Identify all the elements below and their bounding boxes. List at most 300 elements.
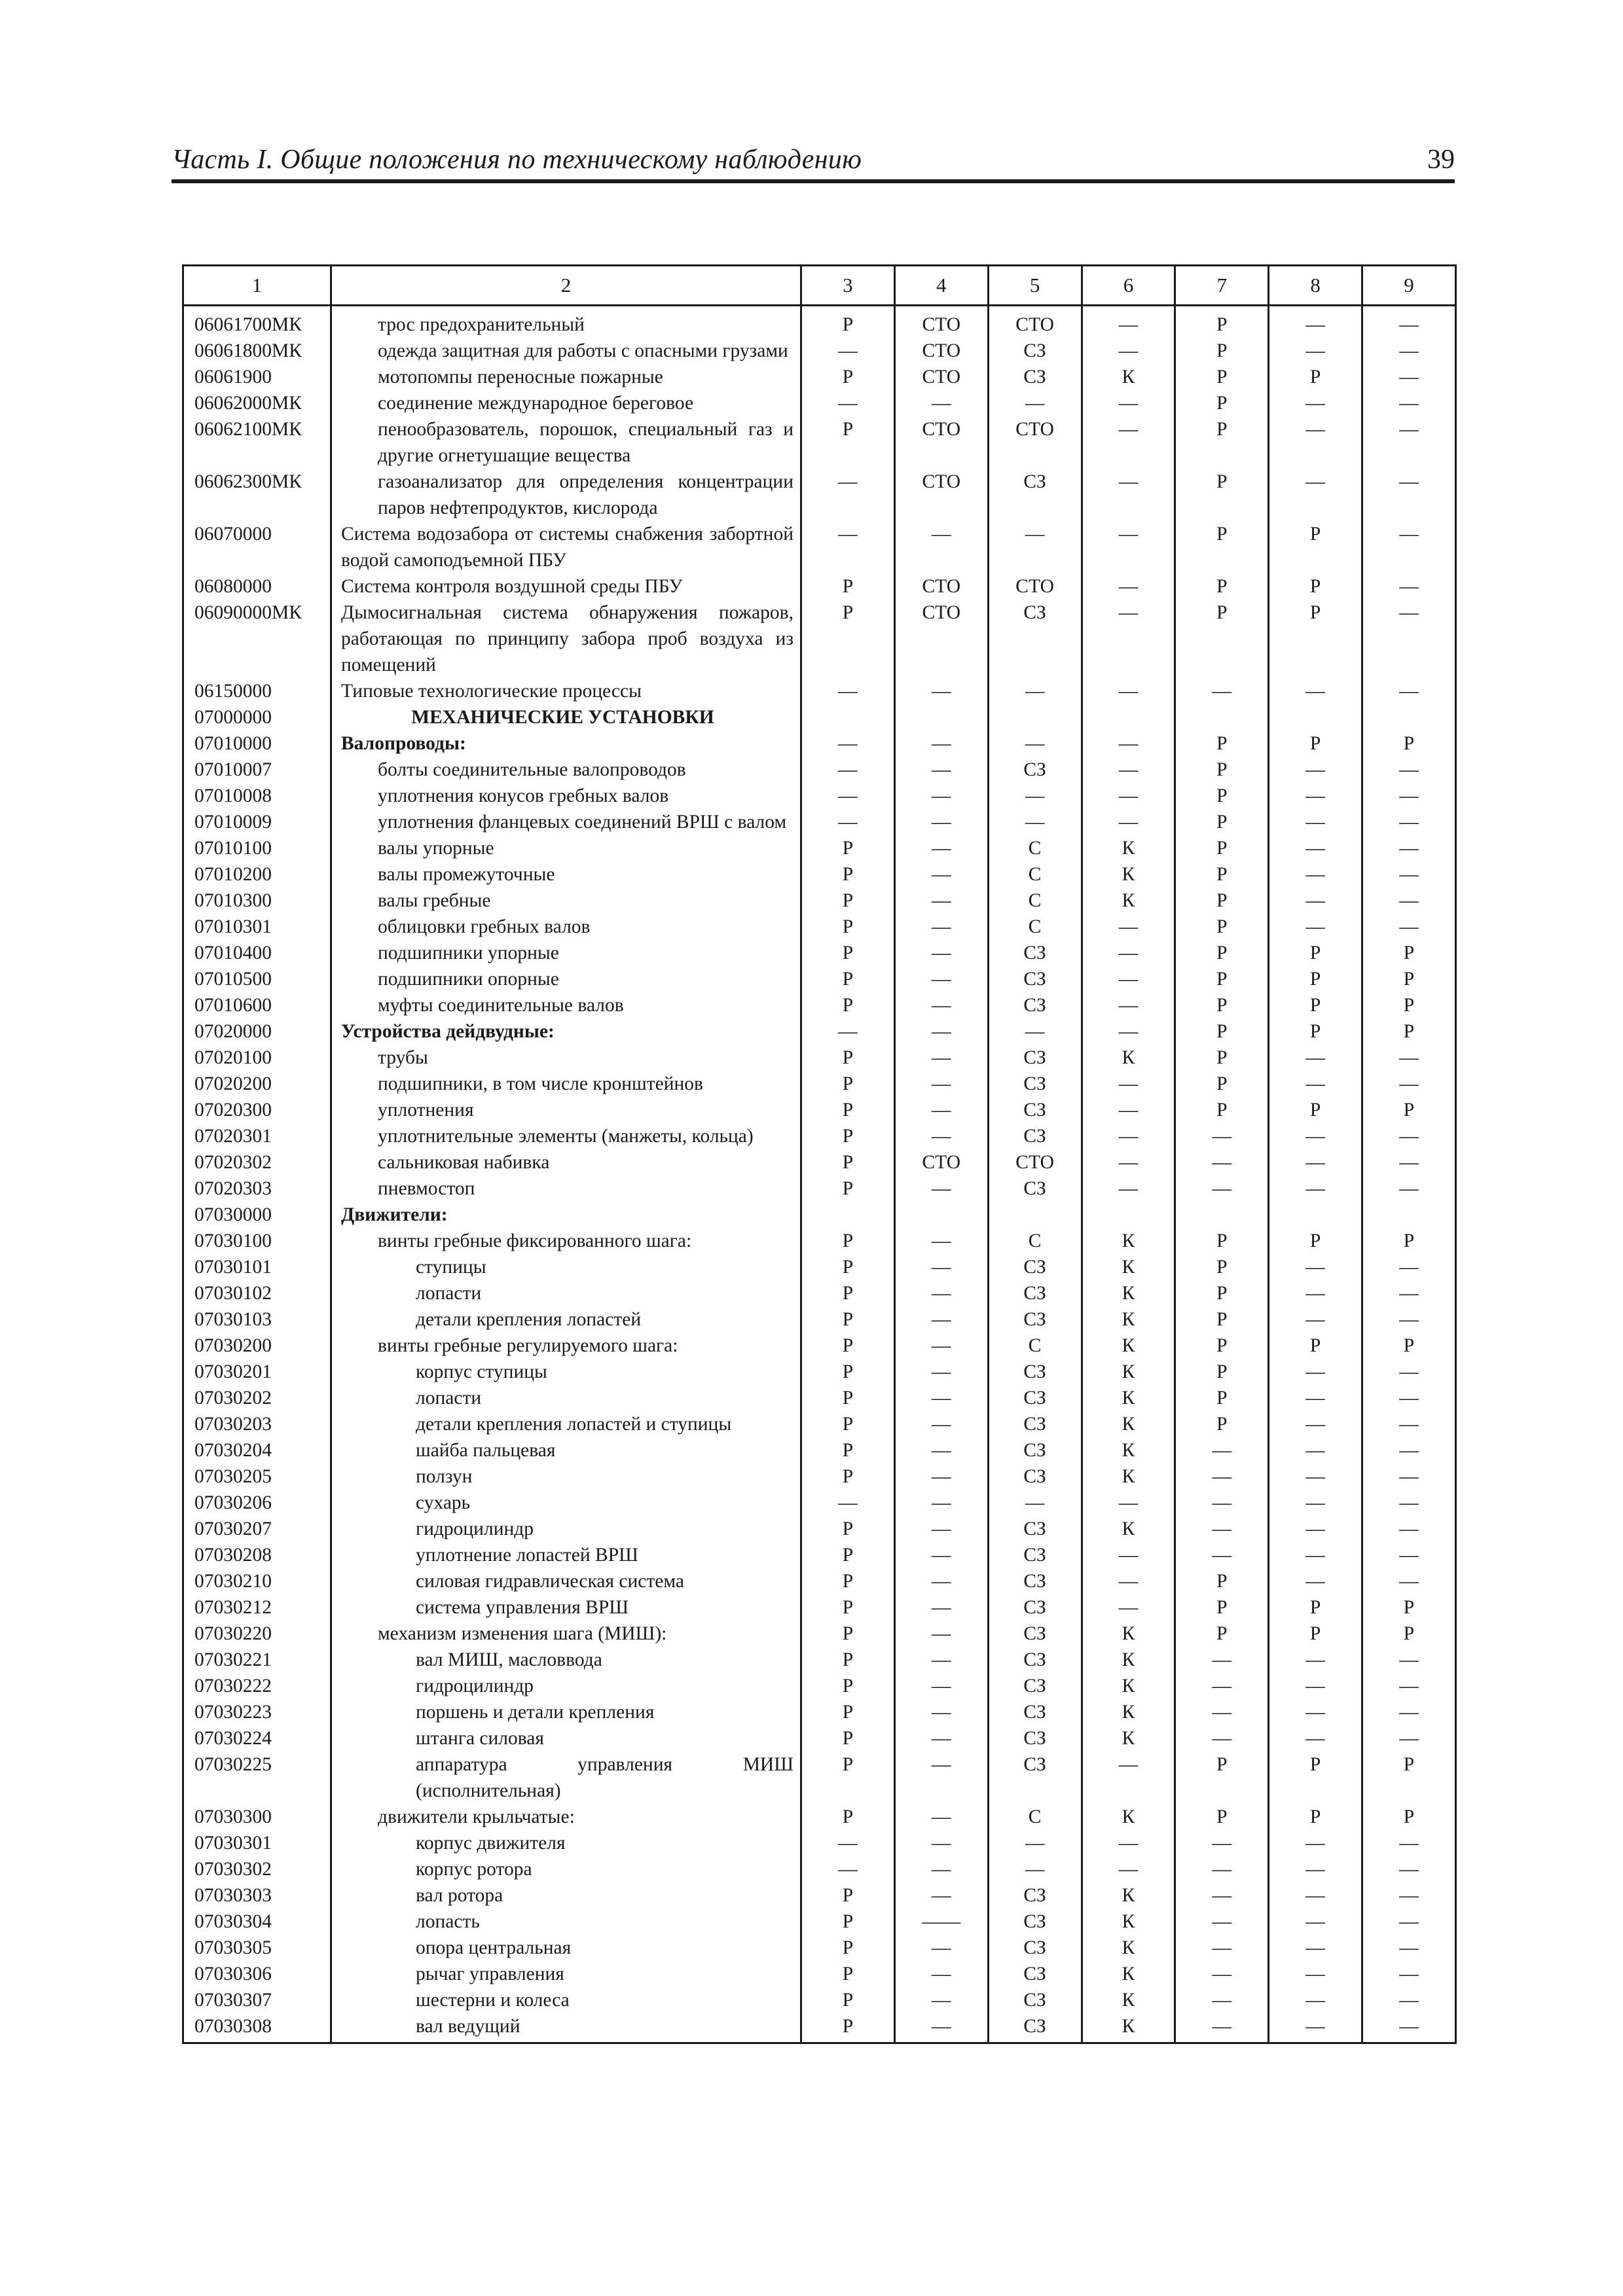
- value-col-7: Р: [1175, 1594, 1269, 1621]
- table-row: [183, 1333, 1456, 1359]
- value-col-7: Р: [1175, 757, 1269, 783]
- value-col-7: —: [1175, 1699, 1269, 1725]
- value-col-6: К: [1082, 1882, 1175, 1909]
- table-row: [183, 966, 1456, 992]
- value-col-6: К: [1082, 1909, 1175, 1935]
- value-col-5: СЗ: [988, 1909, 1082, 1935]
- value-col-3: —: [801, 1856, 895, 1882]
- value-col-6: —: [1082, 1830, 1175, 1856]
- item-name: гидроцилиндр: [331, 1516, 801, 1542]
- value-col-5: СЗ: [988, 1175, 1082, 1202]
- value-col-9: —: [1362, 1909, 1456, 1935]
- value-col-7: —: [1175, 1516, 1269, 1542]
- value-col-8: —: [1269, 1542, 1362, 1568]
- value-col-6: К: [1082, 1935, 1175, 1961]
- table-row: [183, 1909, 1456, 1935]
- value-col-4: —: [894, 1751, 988, 1804]
- value-col-4: —: [894, 1280, 988, 1306]
- value-col-6: —: [1082, 1175, 1175, 1202]
- item-code: 07030200: [183, 1333, 331, 1359]
- value-col-3: —: [801, 678, 895, 704]
- page-header: [172, 143, 1455, 183]
- item-code: 07020000: [183, 1018, 331, 1045]
- value-col-6: К: [1082, 1385, 1175, 1411]
- item-name: Система контроля воздушной среды ПБУ: [331, 573, 801, 600]
- item-code: 07030201: [183, 1359, 331, 1385]
- value-col-3: Р: [801, 1751, 895, 1804]
- value-col-5: —: [988, 783, 1082, 809]
- value-col-3: Р: [801, 1909, 895, 1935]
- value-col-3: —: [801, 783, 895, 809]
- value-col-7: —: [1175, 1961, 1269, 1987]
- value-col-7: Р: [1175, 1306, 1269, 1333]
- value-col-4: —: [894, 1490, 988, 1516]
- value-col-6: К: [1082, 1987, 1175, 2013]
- value-col-3: [801, 704, 895, 730]
- value-col-3: Р: [801, 888, 895, 914]
- value-col-6: —: [1082, 600, 1175, 678]
- value-col-3: Р: [801, 600, 895, 678]
- table-row: [183, 861, 1456, 888]
- value-col-6: К: [1082, 1280, 1175, 1306]
- value-col-9: —: [1362, 914, 1456, 940]
- value-col-7: Р: [1175, 835, 1269, 861]
- value-col-4: —: [894, 1123, 988, 1149]
- value-col-5: [988, 704, 1082, 730]
- value-col-4: ——: [894, 1909, 988, 1935]
- item-name: ползун: [331, 1463, 801, 1490]
- value-col-4: —: [894, 888, 988, 914]
- value-col-3: —: [801, 1018, 895, 1045]
- item-name: подшипники упорные: [331, 940, 801, 966]
- value-col-3: Р: [801, 914, 895, 940]
- value-col-7: Р: [1175, 1280, 1269, 1306]
- value-col-8: Р: [1269, 573, 1362, 600]
- item-code: 07010007: [183, 757, 331, 783]
- table-row: [183, 1175, 1456, 1202]
- value-col-7: Р: [1175, 1804, 1269, 1830]
- value-col-9: —: [1362, 1882, 1456, 1909]
- value-col-6: —: [1082, 573, 1175, 600]
- value-col-3: Р: [801, 1280, 895, 1306]
- item-name: штанга силовая: [331, 1725, 801, 1751]
- item-code: 07020100: [183, 1045, 331, 1071]
- table-row: [183, 1882, 1456, 1909]
- value-col-4: СТО: [894, 600, 988, 678]
- value-col-7: —: [1175, 1490, 1269, 1516]
- value-col-9: —: [1362, 1045, 1456, 1071]
- value-col-9: —: [1362, 1411, 1456, 1437]
- item-name: валы гребные: [331, 888, 801, 914]
- table-row: [183, 1018, 1456, 1045]
- item-name: Дымосигнальная система обнаружения пожаров, работающая по принципу забора проб воздуха из помещений: [331, 600, 801, 678]
- value-col-9: —: [1362, 757, 1456, 783]
- column-header-1: 1: [183, 266, 331, 306]
- table-row: [183, 1490, 1456, 1516]
- table-row: [183, 1045, 1456, 1071]
- table-row: [183, 1071, 1456, 1097]
- value-col-4: СТО: [894, 469, 988, 521]
- item-name: движители крыльчатые:: [331, 1804, 801, 1830]
- item-code: 07030103: [183, 1306, 331, 1333]
- value-col-3: Р: [801, 1647, 895, 1673]
- table-row: [183, 1804, 1456, 1830]
- value-col-9: Р: [1362, 992, 1456, 1018]
- item-code: 07030102: [183, 1280, 331, 1306]
- value-col-9: Р: [1362, 730, 1456, 757]
- value-col-4: —: [894, 835, 988, 861]
- value-col-9: —: [1362, 390, 1456, 416]
- value-col-8: —: [1269, 1725, 1362, 1751]
- item-code: 07010300: [183, 888, 331, 914]
- value-col-8: Р: [1269, 1228, 1362, 1254]
- value-col-6: —: [1082, 757, 1175, 783]
- table-row: [183, 1411, 1456, 1437]
- value-col-5: СТО: [988, 416, 1082, 469]
- value-col-3: —: [801, 390, 895, 416]
- item-code: 07010100: [183, 835, 331, 861]
- value-col-4: —: [894, 1228, 988, 1254]
- value-col-6: —: [1082, 521, 1175, 573]
- value-col-5: СЗ: [988, 338, 1082, 364]
- item-code: 07030210: [183, 1568, 331, 1594]
- value-col-9: Р: [1362, 940, 1456, 966]
- value-col-8: —: [1269, 1175, 1362, 1202]
- value-col-3: —: [801, 469, 895, 521]
- value-col-6: К: [1082, 1725, 1175, 1751]
- value-col-4: —: [894, 809, 988, 835]
- value-col-3: —: [801, 757, 895, 783]
- value-col-3: Р: [801, 1542, 895, 1568]
- value-col-4: —: [894, 1856, 988, 1882]
- value-col-5: СЗ: [988, 600, 1082, 678]
- table-row: [183, 1594, 1456, 1621]
- value-col-9: Р: [1362, 1751, 1456, 1804]
- item-code: 07030205: [183, 1463, 331, 1490]
- value-col-3: Р: [801, 2013, 895, 2043]
- value-col-9: —: [1362, 1175, 1456, 1202]
- item-code: 07030204: [183, 1437, 331, 1463]
- value-col-4: —: [894, 861, 988, 888]
- value-col-9: —: [1362, 416, 1456, 469]
- value-col-8: —: [1269, 757, 1362, 783]
- table-row: [183, 1463, 1456, 1490]
- value-col-9: —: [1362, 1123, 1456, 1149]
- value-col-5: СЗ: [988, 992, 1082, 1018]
- item-name: вал МИШ, масловвода: [331, 1647, 801, 1673]
- value-col-4: —: [894, 1306, 988, 1333]
- value-col-7: Р: [1175, 1359, 1269, 1385]
- table-row: [183, 2013, 1456, 2043]
- column-header-4: 4: [894, 266, 988, 306]
- value-col-8: —: [1269, 1830, 1362, 1856]
- value-col-3: Р: [801, 1097, 895, 1123]
- value-col-5: СТО: [988, 306, 1082, 338]
- item-name: силовая гидравлическая система: [331, 1568, 801, 1594]
- value-col-5: СЗ: [988, 1882, 1082, 1909]
- item-name: мотопомпы переносные пожарные: [331, 364, 801, 390]
- value-col-7: —: [1175, 1647, 1269, 1673]
- value-col-7: Р: [1175, 809, 1269, 835]
- table-row: [183, 1385, 1456, 1411]
- value-col-6: —: [1082, 940, 1175, 966]
- value-col-5: СЗ: [988, 1280, 1082, 1306]
- value-col-8: —: [1269, 1516, 1362, 1542]
- item-name: МЕХАНИЧЕСКИЕ УСТАНОВКИ: [331, 704, 801, 730]
- table-row: [183, 364, 1456, 390]
- value-col-8: —: [1269, 809, 1362, 835]
- value-col-3: [801, 1202, 895, 1228]
- value-col-4: СТО: [894, 364, 988, 390]
- value-col-3: Р: [801, 1071, 895, 1097]
- value-col-5: СЗ: [988, 1699, 1082, 1725]
- item-name: опора центральная: [331, 1935, 801, 1961]
- value-col-4: —: [894, 1359, 988, 1385]
- table-row: [183, 835, 1456, 861]
- item-name: винты гребные фиксированного шага:: [331, 1228, 801, 1254]
- value-col-5: —: [988, 1490, 1082, 1516]
- value-col-8: Р: [1269, 600, 1362, 678]
- value-col-8: —: [1269, 1385, 1362, 1411]
- value-col-8: —: [1269, 1463, 1362, 1490]
- value-col-7: —: [1175, 678, 1269, 704]
- table-row: [183, 338, 1456, 364]
- item-name: трубы: [331, 1045, 801, 1071]
- item-name: валы упорные: [331, 835, 801, 861]
- value-col-9: [1362, 704, 1456, 730]
- item-name: лопасть: [331, 1909, 801, 1935]
- item-name: Система водозабора от системы снабжения забортной водой самоподъемной ПБУ: [331, 521, 801, 573]
- table-row: [183, 757, 1456, 783]
- value-col-4: —: [894, 1804, 988, 1830]
- value-col-3: Р: [801, 1621, 895, 1647]
- value-col-7: Р: [1175, 1228, 1269, 1254]
- value-col-8: —: [1269, 1909, 1362, 1935]
- item-name: поршень и детали крепления: [331, 1699, 801, 1725]
- item-code: 07030301: [183, 1830, 331, 1856]
- value-col-7: [1175, 704, 1269, 730]
- value-col-6: К: [1082, 861, 1175, 888]
- value-col-4: —: [894, 678, 988, 704]
- value-col-3: Р: [801, 966, 895, 992]
- value-col-9: —: [1362, 835, 1456, 861]
- value-col-4: —: [894, 1411, 988, 1437]
- item-code: 07030303: [183, 1882, 331, 1909]
- value-col-9: Р: [1362, 1333, 1456, 1359]
- value-col-6: К: [1082, 1673, 1175, 1699]
- table-row: [183, 390, 1456, 416]
- value-col-5: —: [988, 1830, 1082, 1856]
- value-col-8: —: [1269, 469, 1362, 521]
- value-col-3: —: [801, 1830, 895, 1856]
- value-col-7: Р: [1175, 1254, 1269, 1280]
- table-row: [183, 1751, 1456, 1804]
- value-col-4: СТО: [894, 573, 988, 600]
- item-code: 07030100: [183, 1228, 331, 1254]
- value-col-9: —: [1362, 2013, 1456, 2043]
- value-col-5: С: [988, 835, 1082, 861]
- item-code: 07020303: [183, 1175, 331, 1202]
- item-code: 07030302: [183, 1856, 331, 1882]
- column-header-3: 3: [801, 266, 895, 306]
- item-code: 07020200: [183, 1071, 331, 1097]
- value-col-6: —: [1082, 390, 1175, 416]
- item-name: облицовки гребных валов: [331, 914, 801, 940]
- value-col-8: —: [1269, 914, 1362, 940]
- value-col-7: Р: [1175, 992, 1269, 1018]
- value-col-4: —: [894, 1594, 988, 1621]
- value-col-8: —: [1269, 835, 1362, 861]
- value-col-8: Р: [1269, 940, 1362, 966]
- value-col-8: Р: [1269, 1621, 1362, 1647]
- value-col-7: —: [1175, 1725, 1269, 1751]
- value-col-8: —: [1269, 416, 1362, 469]
- value-col-5: СЗ: [988, 1961, 1082, 1987]
- value-col-6: —: [1082, 1071, 1175, 1097]
- value-col-8: Р: [1269, 1804, 1362, 1830]
- value-col-7: —: [1175, 1830, 1269, 1856]
- value-col-6: К: [1082, 1621, 1175, 1647]
- value-col-5: С: [988, 888, 1082, 914]
- value-col-4: —: [894, 1385, 988, 1411]
- value-col-9: Р: [1362, 1018, 1456, 1045]
- value-col-8: [1269, 1202, 1362, 1228]
- value-col-5: СЗ: [988, 1045, 1082, 1071]
- value-col-8: —: [1269, 306, 1362, 338]
- value-col-4: —: [894, 1097, 988, 1123]
- value-col-5: СЗ: [988, 1987, 1082, 2013]
- table-row: [183, 1935, 1456, 1961]
- value-col-8: —: [1269, 1961, 1362, 1987]
- table-row: [183, 1123, 1456, 1149]
- value-col-3: Р: [801, 1149, 895, 1175]
- item-code: 07020301: [183, 1123, 331, 1149]
- value-col-8: —: [1269, 1123, 1362, 1149]
- value-col-5: СЗ: [988, 2013, 1082, 2043]
- value-col-4: —: [894, 1018, 988, 1045]
- item-name: валы промежуточные: [331, 861, 801, 888]
- value-col-6: —: [1082, 1490, 1175, 1516]
- value-col-3: —: [801, 1490, 895, 1516]
- value-col-5: —: [988, 809, 1082, 835]
- value-col-7: Р: [1175, 390, 1269, 416]
- value-col-7: Р: [1175, 306, 1269, 338]
- item-name: гидроцилиндр: [331, 1673, 801, 1699]
- item-code: 07030221: [183, 1647, 331, 1673]
- value-col-7: Р: [1175, 730, 1269, 757]
- value-col-4: —: [894, 1254, 988, 1280]
- value-col-8: —: [1269, 1882, 1362, 1909]
- value-col-5: СЗ: [988, 1725, 1082, 1751]
- value-col-5: СТО: [988, 573, 1082, 600]
- item-name: одежда защитная для работы с опасными грузами: [331, 338, 801, 364]
- running-title: Часть I. Общие положения по техническому наблюдению: [172, 145, 862, 175]
- value-col-6: К: [1082, 1411, 1175, 1437]
- value-col-3: —: [801, 521, 895, 573]
- value-col-6: К: [1082, 888, 1175, 914]
- table-row: [183, 888, 1456, 914]
- value-col-7: —: [1175, 1149, 1269, 1175]
- value-col-3: Р: [801, 1516, 895, 1542]
- value-col-9: —: [1362, 306, 1456, 338]
- value-col-4: —: [894, 783, 988, 809]
- value-col-6: —: [1082, 1568, 1175, 1594]
- value-col-7: —: [1175, 2013, 1269, 2043]
- value-col-9: [1362, 1202, 1456, 1228]
- value-col-5: С: [988, 861, 1082, 888]
- value-col-9: —: [1362, 1856, 1456, 1882]
- table-row: [183, 469, 1456, 521]
- item-name: подшипники, в том числе кронштейнов: [331, 1071, 801, 1097]
- value-col-8: Р: [1269, 521, 1362, 573]
- item-code: 07030000: [183, 1202, 331, 1228]
- value-col-5: СЗ: [988, 1071, 1082, 1097]
- value-col-7: Р: [1175, 1385, 1269, 1411]
- table-row: [183, 1699, 1456, 1725]
- table-row: [183, 678, 1456, 704]
- value-col-3: Р: [801, 1123, 895, 1149]
- value-col-8: —: [1269, 1359, 1362, 1385]
- item-code: 07030223: [183, 1699, 331, 1725]
- value-col-4: —: [894, 1673, 988, 1699]
- value-col-8: —: [1269, 678, 1362, 704]
- value-col-8: Р: [1269, 1097, 1362, 1123]
- value-col-7: Р: [1175, 338, 1269, 364]
- value-col-9: —: [1362, 521, 1456, 573]
- value-col-9: —: [1362, 600, 1456, 678]
- value-col-6: [1082, 704, 1175, 730]
- value-col-7: —: [1175, 1856, 1269, 1882]
- value-col-3: Р: [801, 992, 895, 1018]
- value-col-3: Р: [801, 1594, 895, 1621]
- value-col-6: —: [1082, 306, 1175, 338]
- item-code: 07030203: [183, 1411, 331, 1437]
- table-row: [183, 1516, 1456, 1542]
- item-code: 07030306: [183, 1961, 331, 1987]
- value-col-8: —: [1269, 1071, 1362, 1097]
- value-col-8: —: [1269, 390, 1362, 416]
- value-col-5: СЗ: [988, 757, 1082, 783]
- value-col-8: —: [1269, 1411, 1362, 1437]
- value-col-7: Р: [1175, 573, 1269, 600]
- table-row: [183, 914, 1456, 940]
- value-col-6: К: [1082, 1647, 1175, 1673]
- value-col-3: Р: [801, 364, 895, 390]
- value-col-6: —: [1082, 416, 1175, 469]
- value-col-3: Р: [801, 1961, 895, 1987]
- value-col-4: —: [894, 2013, 988, 2043]
- value-col-7: [1175, 1202, 1269, 1228]
- item-code: 07030304: [183, 1909, 331, 1935]
- value-col-4: —: [894, 1463, 988, 1490]
- value-col-4: СТО: [894, 1149, 988, 1175]
- item-name: соединение международное береговое: [331, 390, 801, 416]
- value-col-9: Р: [1362, 1804, 1456, 1830]
- value-col-7: —: [1175, 1935, 1269, 1961]
- item-name: уплотнения конусов гребных валов: [331, 783, 801, 809]
- item-code: 07030308: [183, 2013, 331, 2043]
- value-col-9: —: [1362, 1149, 1456, 1175]
- value-col-8: —: [1269, 1987, 1362, 2013]
- item-name: механизм изменения шага (МИШ):: [331, 1621, 801, 1647]
- value-col-6: К: [1082, 1699, 1175, 1725]
- column-header-8: 8: [1269, 266, 1362, 306]
- value-col-7: Р: [1175, 1333, 1269, 1359]
- table-row: [183, 704, 1456, 730]
- value-col-9: —: [1362, 1516, 1456, 1542]
- value-col-4: —: [894, 1175, 988, 1202]
- value-col-7: Р: [1175, 1621, 1269, 1647]
